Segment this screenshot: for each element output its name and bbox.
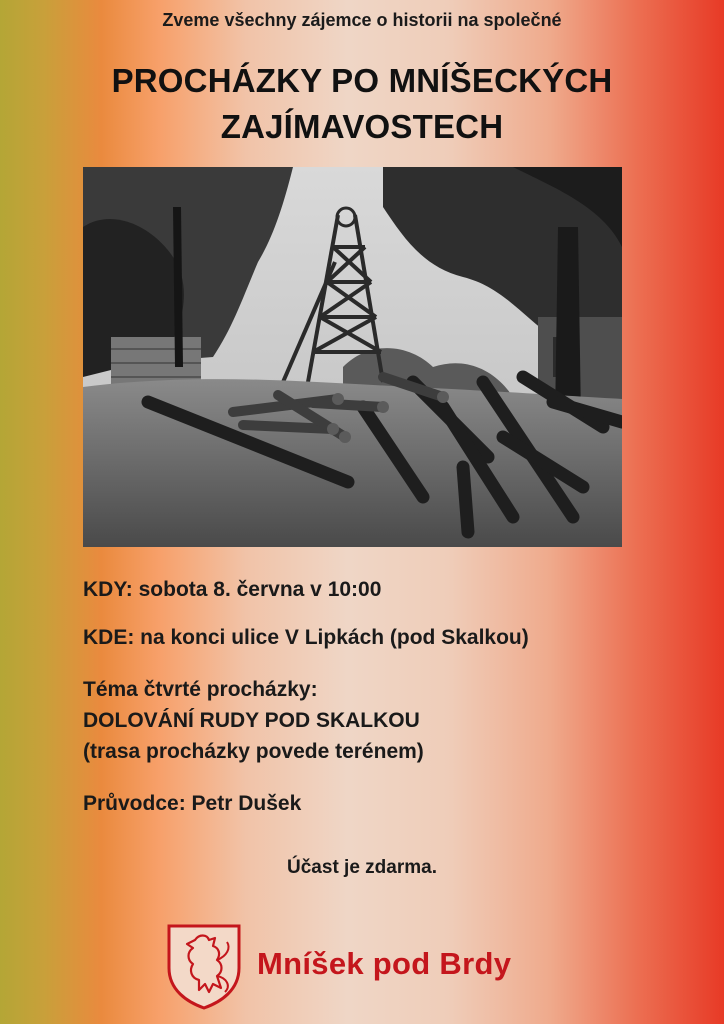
event-location: KDE: na konci ulice V Lipkách (pod Skalkou) (83, 626, 529, 649)
event-date: KDY: sobota 8. června v 10:00 (83, 578, 382, 601)
lion-crest-icon (165, 922, 243, 1010)
title-line-1: PROCHÁZKY PO MNÍŠECKÝCH (111, 62, 613, 99)
town-name: Mníšek pod Brdy (257, 946, 512, 981)
town-footer (165, 922, 565, 1012)
page-title (60, 58, 664, 150)
topic-note: (trasa procházky povede terénem) (83, 740, 424, 763)
event-guide: Průvodce: Petr Dušek (83, 792, 302, 815)
topic-title: DOLOVÁNÍ RUDY POD SKALKOU (83, 709, 420, 732)
event-topic-block (83, 674, 424, 767)
participation-note: Účast je zdarma. (287, 857, 437, 878)
historic-mine-photo (83, 167, 622, 547)
topic-label: Téma čtvrté procházky: (83, 678, 318, 701)
intro-text: Zveme všechny zájemce o historii na společné (162, 10, 562, 30)
title-line-2: ZAJÍMAVOSTECH (220, 108, 504, 145)
